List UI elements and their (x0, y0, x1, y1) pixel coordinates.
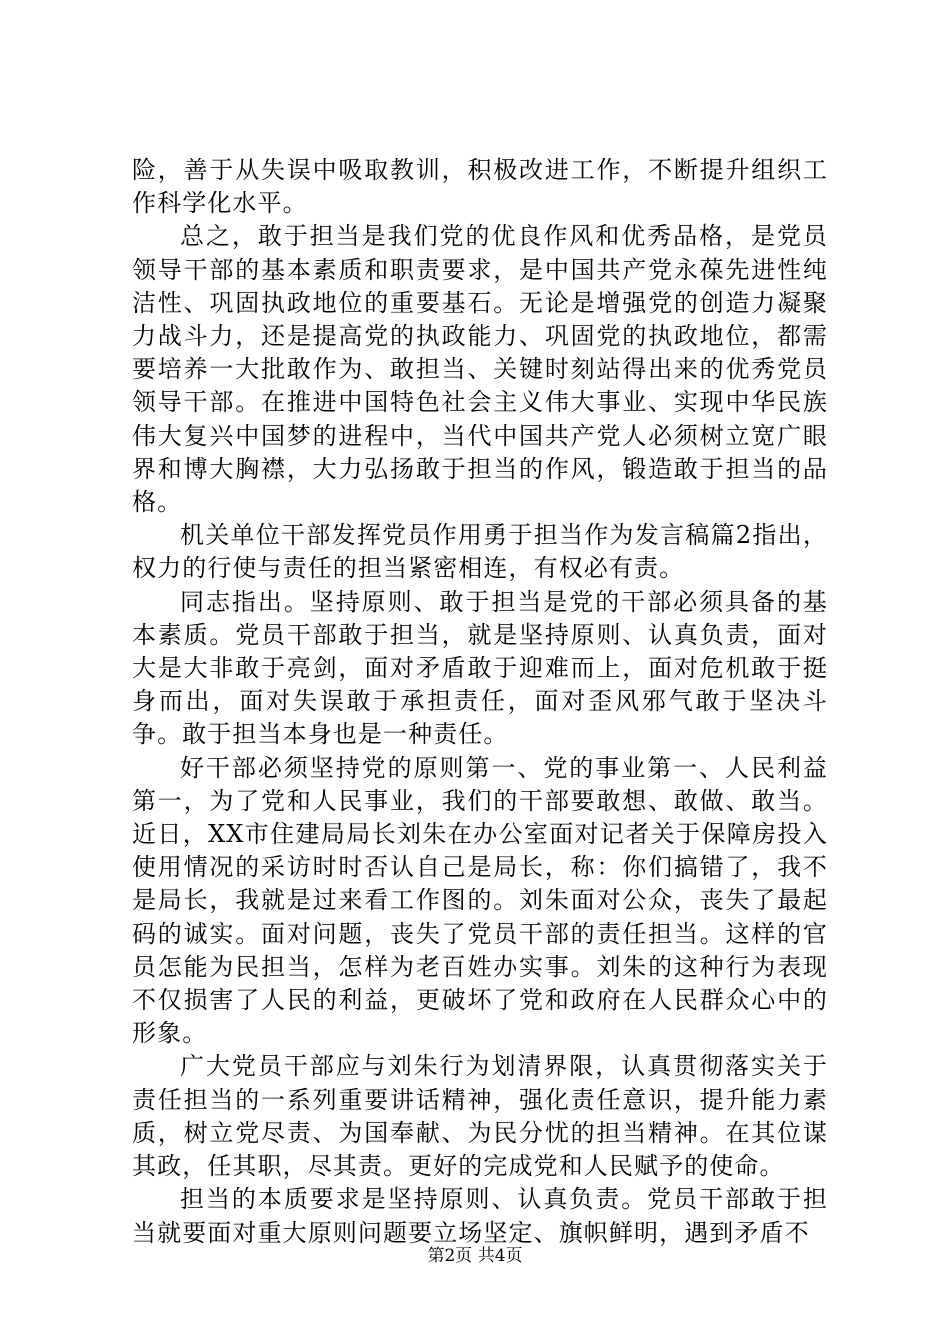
paragraph-6: 广大党员干部应与刘朱行为划清界限，认真贯彻落实关于责任担当的一系列重要讲话精神，强化责任意识，提升能力素质，树立党尽责、为国奉献、为民分忧的担当精神。在其位谋其政，任其职，尽其责。更好的完成党和人民赋予的使命。 (132, 1052, 828, 1181)
document-body (132, 154, 828, 1250)
paragraph-2: 总之，敢于担当是我们党的优良作风和优秀品格，是党员领导干部的基本素质和职责要求，是中国共产党永葆先进性纯洁性、巩固执政地位的重要基石。无论是增强党的创造力凝聚力战斗力，还是提高党的执政能力、巩固党的执政地位，都需要培养一大批敢作为、敢担当、关键时刻站得出来的优秀党员领导干部。在推进中国特色社会主义伟大事业、实现中华民族伟大复兴中国梦的进程中，当代中国共产党人必须树立宽广眼界和博大胸襟，大力弘扬敢于担当的作风，锻造敢于担当的品格。 (132, 222, 828, 517)
paragraph-3: 机关单位干部发挥党员作用勇于担当作为发言稿篇2指出，权力的行使与责任的担当紧密相连，有权必有责。 (132, 521, 828, 583)
paragraph-7: 担当的本质要求是坚持原则、认真负责。党员干部敢于担当就要面对重大原则问题要立场坚定、旗帜鲜明，遇到矛盾不 (132, 1185, 828, 1247)
paragraph-1: 险，善于从失误中吸取教训，积极改进工作，不断提升组织工作科学化水平。 (132, 156, 828, 218)
paragraph-4: 同志指出。坚持原则、敢于担当是党的干部必须具备的基本素质。党员干部敢于担当，就是坚持原则、认真负责，面对大是大非敢于亮剑，面对矛盾敢于迎难而上，面对危机敢于挺身而出，面对失误敢于承担责任，面对歪风邪气敢于坚决斗争。敢于担当本身也是一种责任。 (132, 587, 828, 749)
paragraph-5: 好干部必须坚持党的原则第一、党的事业第一、人民利益第一，为了党和人民事业，我们的干部要敢想、敢做、敢当。近日，XX市住建局局长刘朱在办公室面对记者关于保障房投入使用情况的采访时时否认自己是局长，称：你们搞错了，我不是局长，我就是过来看工作图的。刘朱面对公众，丧失了最起码的诚实。面对问题，丧失了党员干部的责任担当。这样的官员怎能为民担当，怎样为老百姓办实事。刘朱的这种行为表现不仅损害了人民的利益，更破坏了党和政府在人民群众心中的形象。 (132, 753, 828, 1048)
page-number-footer: 第2页 共4页 (427, 1246, 523, 1266)
